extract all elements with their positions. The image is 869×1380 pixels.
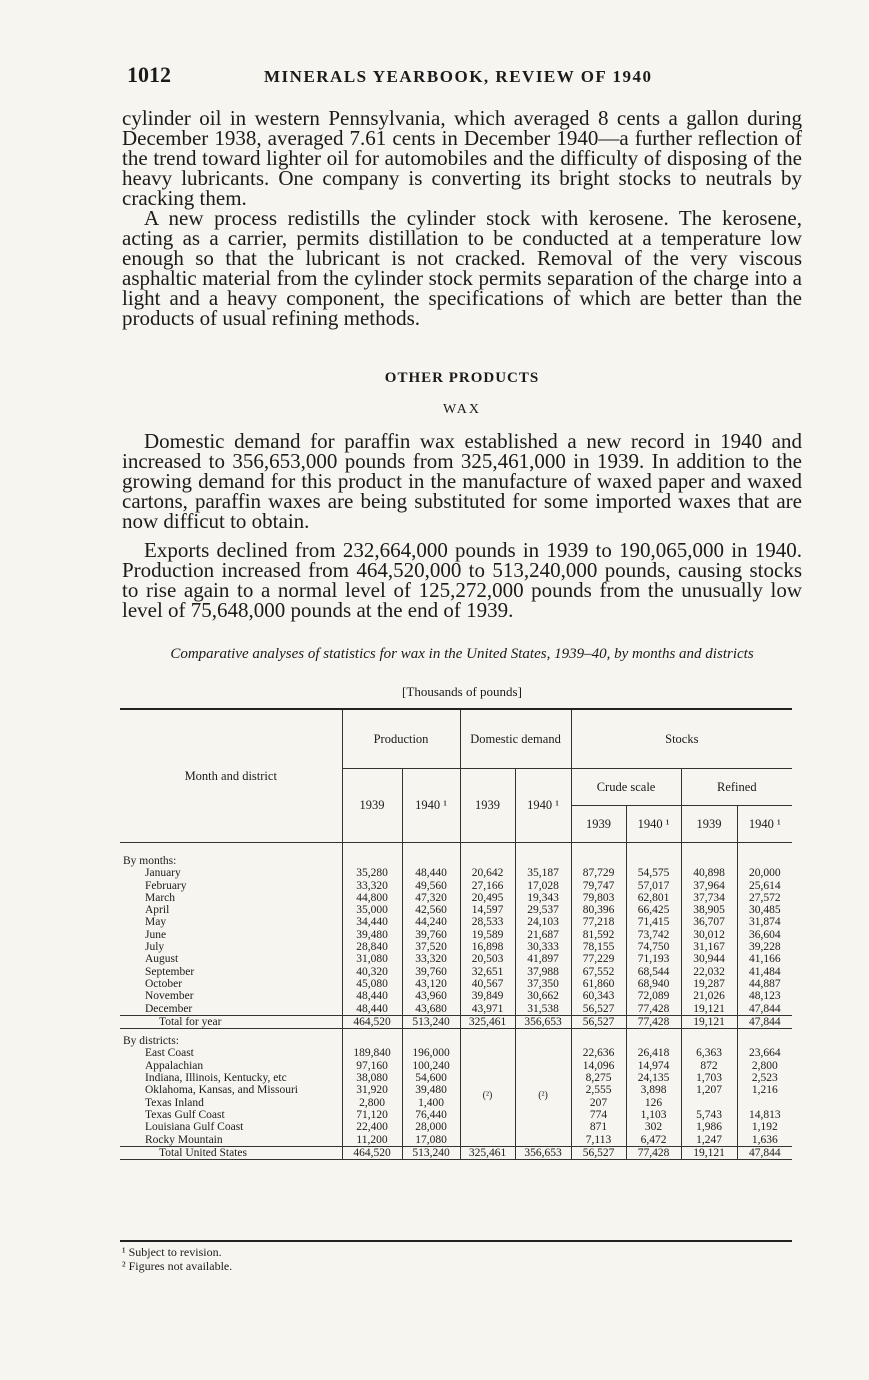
table-cell: 56,527	[571, 1015, 626, 1028]
row-label-district: Rocky Mountain	[145, 1133, 223, 1146]
table-cell: 17,028	[515, 880, 571, 892]
table-cell: 27,572	[737, 892, 792, 904]
total-united-states-row	[120, 1146, 792, 1159]
table-cell: 37,964	[681, 880, 737, 892]
table-cell	[737, 1097, 792, 1109]
footnote-1: ¹ Subject to revision.	[122, 1245, 222, 1259]
header-domestic-demand: Domestic demand	[460, 709, 571, 769]
not-available-mark: (²)	[515, 1047, 571, 1146]
row-label-district: Texas Gulf Coast	[145, 1108, 225, 1121]
table-cell	[681, 1097, 737, 1109]
table-cell: 49,560	[402, 880, 460, 892]
table-cell: 47,320	[402, 892, 460, 904]
table-cell: 19,343	[515, 892, 571, 904]
table-cell: 45,080	[342, 978, 402, 990]
table-cell: 32,651	[460, 966, 515, 978]
table-cell: 126	[626, 1097, 681, 1109]
table-cell: 20,503	[460, 953, 515, 965]
table-cell: 872	[681, 1060, 737, 1072]
table-cell: 40,320	[342, 966, 402, 978]
row-label-district: Texas Inland	[145, 1096, 204, 1109]
table-cell: 57,017	[626, 880, 681, 892]
paragraph-new-process: A new process redistills the cylinder stock with kerosene. The kerosene, acting as a carrier, permits distillation to be conducted at a temperature low enough so that the lubricant is not cracked. Removal of the very viscous asphaltic material from the cylinder stock permits separation of the charge into a light and a heavy component, the specifications of which are better than the products of usual refining methods.	[122, 206, 802, 330]
row-label-district: Louisiana Gulf Coast	[145, 1121, 244, 1134]
table-cell: 8,275	[571, 1072, 626, 1084]
table-cell: 41,166	[737, 953, 792, 965]
table-cell: 513,240	[402, 1146, 460, 1159]
table-cell: 77,428	[626, 1003, 681, 1016]
table-cell: 81,592	[571, 929, 626, 941]
table-cell: 2,800	[737, 1060, 792, 1072]
table-cell: 36,604	[737, 929, 792, 941]
table-cell: 74,750	[626, 941, 681, 953]
table-row	[120, 1060, 792, 1072]
table-cell: 5,743	[681, 1109, 737, 1121]
table-cell: 31,920	[342, 1084, 402, 1096]
table-cell: 77,428	[626, 1146, 681, 1159]
section-heading-wax: WAX	[443, 402, 481, 417]
table-row	[120, 1047, 792, 1059]
table-row	[120, 1121, 792, 1133]
table-cell: 40,567	[460, 978, 515, 990]
table-cell: 22,400	[342, 1121, 402, 1133]
total-us-section	[120, 1146, 792, 1159]
table-cell: 62,801	[626, 892, 681, 904]
table-cell: 27,166	[460, 880, 515, 892]
row-label-district: Indiana, Illinois, Kentucky, etc	[145, 1072, 287, 1085]
table-cell: 37,520	[402, 941, 460, 953]
table-cell: 14,974	[626, 1060, 681, 1072]
running-head: MINERALS YEARBOOK, REVIEW OF 1940	[264, 67, 653, 86]
table-cell: 54,600	[402, 1072, 460, 1084]
table-cell: 37,988	[515, 966, 571, 978]
table-cell: 80,396	[571, 904, 626, 916]
table-cell: 36,707	[681, 916, 737, 928]
table-cell: 1,986	[681, 1121, 737, 1133]
table-cell: 14,096	[571, 1060, 626, 1072]
row-label-month: August	[145, 953, 179, 966]
table-cell: 29,537	[515, 904, 571, 916]
table-cell: 1,207	[681, 1084, 737, 1096]
table-cell: 21,687	[515, 929, 571, 941]
table-cell: 61,860	[571, 978, 626, 990]
table-cell: 30,333	[515, 941, 571, 953]
row-label-month: July	[145, 941, 165, 954]
table-cell: 54,575	[626, 867, 681, 879]
header-crude-scale: Crude scale	[571, 769, 681, 806]
table-row	[120, 966, 792, 978]
table-cell: 66,425	[626, 904, 681, 916]
table-row	[120, 904, 792, 916]
table-cell: 47,844	[737, 1003, 792, 1016]
table-cell: 79,747	[571, 880, 626, 892]
table-cell: 19,589	[460, 929, 515, 941]
row-label-month: May	[145, 916, 167, 929]
table-cell: 22,032	[681, 966, 737, 978]
table-cell: 43,680	[402, 1003, 460, 1016]
table-cell: 14,813	[737, 1109, 792, 1121]
table-cell: 76,440	[402, 1109, 460, 1121]
table-cell: 1,400	[402, 1097, 460, 1109]
table-cell: 38,905	[681, 904, 737, 916]
header-production: Production	[342, 709, 460, 769]
row-label-district: Appalachian	[145, 1059, 204, 1072]
table-cell: 25,614	[737, 880, 792, 892]
header-crude-1939: 1939	[571, 806, 626, 843]
table-row	[120, 990, 792, 1002]
table-row	[120, 867, 792, 879]
table-cell: 30,662	[515, 990, 571, 1002]
row-label-month: March	[145, 891, 176, 904]
table-cell: 1,216	[737, 1084, 792, 1096]
table-cell: 35,280	[342, 867, 402, 879]
table-cell: 68,544	[626, 966, 681, 978]
table-cell: 48,440	[342, 1003, 402, 1016]
table-cell: 39,480	[402, 1084, 460, 1096]
table-row	[120, 1072, 792, 1084]
table-cell: 44,240	[402, 916, 460, 928]
table-cell: 1,247	[681, 1134, 737, 1147]
header-refined-1939: 1939	[681, 806, 737, 843]
table-row	[120, 1109, 792, 1121]
table-cell: 189,840	[342, 1047, 402, 1059]
header-production-1940: 1940 ¹	[402, 769, 460, 843]
table-row	[120, 892, 792, 904]
table-cell: 774	[571, 1109, 626, 1121]
table-cell: 43,960	[402, 990, 460, 1002]
header-refined-1940: 1940 ¹	[737, 806, 792, 843]
table-cell: 43,120	[402, 978, 460, 990]
table-cell: 21,026	[681, 990, 737, 1002]
table-caption: Comparative analyses of statistics for wax in the United States, 1939–40, by months and districts	[170, 646, 754, 662]
by-districts-label: By districts:	[123, 1035, 179, 1048]
footnote-2: ² Figures not available.	[122, 1259, 233, 1273]
table-cell: 33,320	[402, 953, 460, 965]
table-cell: 207	[571, 1097, 626, 1109]
table-cell: 30,012	[681, 929, 737, 941]
wax-statistics-table	[120, 708, 792, 1160]
table-cell: 33,320	[342, 880, 402, 892]
table-cell: 78,155	[571, 941, 626, 953]
table-cell: 28,840	[342, 941, 402, 953]
table-cell: 77,218	[571, 916, 626, 928]
table-cell: 325,461	[460, 1146, 515, 1159]
table-cell: 1,703	[681, 1072, 737, 1084]
table-cell: 100,240	[402, 1060, 460, 1072]
months-section	[120, 843, 792, 1016]
table-cell: 30,944	[681, 953, 737, 965]
table-cell: 19,121	[681, 1146, 737, 1159]
table-cell: 71,193	[626, 953, 681, 965]
table-cell: 41,484	[737, 966, 792, 978]
table-row	[120, 941, 792, 953]
table-cell: 6,363	[681, 1047, 737, 1059]
table-cell: 39,849	[460, 990, 515, 1002]
section-heading-other-products: OTHER PRODUCTS	[384, 370, 540, 386]
table-cell: 47,844	[737, 1146, 792, 1159]
table-cell: 35,000	[342, 904, 402, 916]
table-row	[120, 1084, 792, 1096]
table-cell: 87,729	[571, 867, 626, 879]
page-header	[127, 62, 807, 92]
table-cell: 31,167	[681, 941, 737, 953]
row-label-month: October	[145, 977, 183, 990]
districts-section	[120, 1029, 792, 1147]
table-cell: 41,897	[515, 953, 571, 965]
table-cell: 39,760	[402, 929, 460, 941]
table-cell: 20,642	[460, 867, 515, 879]
table-row	[120, 1097, 792, 1109]
table-cell: 56,527	[571, 1146, 626, 1159]
table-cell: 71,120	[342, 1109, 402, 1121]
table-cell: 356,653	[515, 1015, 571, 1028]
table-cell: 44,887	[737, 978, 792, 990]
table-cell: 39,480	[342, 929, 402, 941]
table-cell: 17,080	[402, 1134, 460, 1147]
table-row	[120, 953, 792, 965]
table-cell: 6,472	[626, 1134, 681, 1147]
row-label-month: January	[145, 867, 181, 880]
table-cell: 71,415	[626, 916, 681, 928]
table-cell: 325,461	[460, 1015, 515, 1028]
row-label-month: November	[145, 990, 194, 1003]
total-for-year-row-label: Total for year	[159, 1015, 222, 1028]
table-cell: 43,971	[460, 1003, 515, 1016]
table-cell: 22,636	[571, 1047, 626, 1059]
table-cell: 31,080	[342, 953, 402, 965]
table-cell: 37,734	[681, 892, 737, 904]
table-cell: 31,538	[515, 1003, 571, 1016]
table-header	[120, 709, 792, 843]
table-row	[120, 916, 792, 928]
not-available-mark: (²)	[460, 1047, 515, 1146]
table-cell: 39,228	[737, 941, 792, 953]
row-label-month: June	[145, 928, 167, 941]
table-row	[120, 1134, 792, 1147]
table-subcaption: [Thousands of pounds]	[402, 684, 522, 699]
table-bottom-rule	[120, 1240, 792, 1242]
table-cell: 11,200	[342, 1134, 402, 1147]
table-cell: 48,440	[342, 990, 402, 1002]
by-months-label: By months:	[123, 855, 177, 867]
table-cell: 72,089	[626, 990, 681, 1002]
table-cell: 77,428	[626, 1015, 681, 1028]
table-cell: 42,560	[402, 904, 460, 916]
table-cell: 196,000	[402, 1047, 460, 1059]
table-row	[120, 880, 792, 892]
table-cell: 48,440	[402, 867, 460, 879]
paragraph-exports: Exports declined from 232,664,000 pounds in 1939 to 190,065,000 in 1940. Production increased from 464,520,000 to 513,240,000 pounds, causing stocks to rise again to a normal level of 125,272,000 pounds from the unusually low level of 75,648,000 pounds at the end of 1939.	[122, 538, 802, 622]
table-cell: 356,653	[515, 1146, 571, 1159]
table-cell: 97,160	[342, 1060, 402, 1072]
table-cell: 28,000	[402, 1121, 460, 1133]
table-cell: 68,940	[626, 978, 681, 990]
table-cell: 30,485	[737, 904, 792, 916]
table-cell: 28,533	[460, 916, 515, 928]
table-cell: 26,418	[626, 1047, 681, 1059]
table-cell: 47,844	[737, 1015, 792, 1028]
page-number: 1012	[127, 62, 171, 87]
table-cell: 19,121	[681, 1015, 737, 1028]
table-cell: 464,520	[342, 1015, 402, 1028]
table-cell: 1,636	[737, 1134, 792, 1147]
table-cell: 302	[626, 1121, 681, 1133]
header-refined: Refined	[681, 769, 792, 806]
table-cell: 44,800	[342, 892, 402, 904]
table-cell: 31,874	[737, 916, 792, 928]
table-cell: 3,898	[626, 1084, 681, 1096]
table-cell: 19,287	[681, 978, 737, 990]
row-label-month: April	[145, 904, 170, 917]
total-year-section	[120, 1015, 792, 1028]
header-production-1939: 1939	[342, 769, 402, 843]
table-cell: 16,898	[460, 941, 515, 953]
table-cell: 464,520	[342, 1146, 402, 1159]
table-cell: 67,552	[571, 966, 626, 978]
table-row	[120, 978, 792, 990]
row-label-month: February	[145, 879, 187, 892]
row-label-month: September	[145, 965, 195, 978]
header-crude-1940: 1940 ¹	[626, 806, 681, 843]
table-cell: 1,103	[626, 1109, 681, 1121]
table-cell: 40,898	[681, 867, 737, 879]
header-demand-1939: 1939	[460, 769, 515, 843]
total-united-states-row-label: Total United States	[159, 1146, 247, 1159]
table-cell: 73,742	[626, 929, 681, 941]
table-cell: 39,760	[402, 966, 460, 978]
table-cell: 23,664	[737, 1047, 792, 1059]
footnotes	[122, 1245, 232, 1273]
header-demand-1940: 1940 ¹	[515, 769, 571, 843]
table-cell: 48,123	[737, 990, 792, 1002]
table-cell: 38,080	[342, 1072, 402, 1084]
table-cell: 79,803	[571, 892, 626, 904]
table-cell: 37,350	[515, 978, 571, 990]
row-label-district: East Coast	[145, 1047, 194, 1060]
table-cell: 77,229	[571, 953, 626, 965]
table-cell: 20,495	[460, 892, 515, 904]
table-cell: 871	[571, 1121, 626, 1133]
table-cell: 24,135	[626, 1072, 681, 1084]
table-row	[120, 1003, 792, 1016]
table-cell: 14,597	[460, 904, 515, 916]
table-cell: 2,555	[571, 1084, 626, 1096]
total-for-year-row	[120, 1015, 792, 1028]
table-cell: 19,121	[681, 1003, 737, 1016]
table-cell: 34,440	[342, 916, 402, 928]
header-stocks: Stocks	[571, 709, 792, 769]
table-cell: 2,523	[737, 1072, 792, 1084]
table-cell: 2,800	[342, 1097, 402, 1109]
table-cell: 24,103	[515, 916, 571, 928]
table-cell: 35,187	[515, 867, 571, 879]
table-cell: 7,113	[571, 1134, 626, 1147]
table-cell: 56,527	[571, 1003, 626, 1016]
table-cell: 513,240	[402, 1015, 460, 1028]
table-cell: 20,000	[737, 867, 792, 879]
paragraph-domestic-demand: Domestic demand for paraffin wax established a new record in 1940 and increased to 356,653,000 pounds from 325,461,000 in 1939. In addition to the growing demand for this product in the manufacture of waxed paper and waxed cartons, paraffin waxes are being substituted for some imported waxes that are now difficut to obtain.	[122, 429, 802, 533]
paragraph-cylinder-oil: cylinder oil in western Pennsylvania, which averaged 8 cents a gallon during December 1938, averaged 7.61 cents in December 1940—a further reflection of the trend toward lighter oil for automobiles and the difficulty of disposing of the heavy lubricants. One company is converting its bright stocks to neutrals by cracking them.	[122, 106, 802, 210]
header-month-district: Month and district	[120, 709, 342, 843]
row-label-month: December	[145, 1002, 193, 1015]
row-label-district: Oklahoma, Kansas, and Missouri	[145, 1084, 298, 1097]
table-row	[120, 929, 792, 941]
table-cell: 60,343	[571, 990, 626, 1002]
table-cell: 1,192	[737, 1121, 792, 1133]
